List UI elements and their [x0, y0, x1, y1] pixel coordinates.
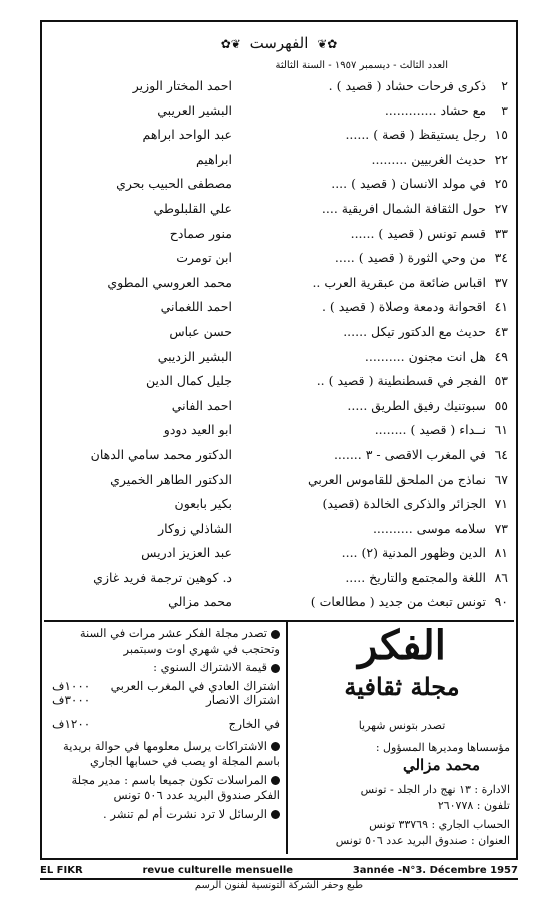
bullet-icon — [271, 664, 280, 673]
toc-title — [40, 34, 518, 52]
toc-author: د. كوهين ترجمة فريد غازي — [93, 569, 232, 585]
toc-entry-title — [233, 250, 508, 265]
toc-entry — [52, 570, 508, 595]
toc-page-number: ٤٣ — [494, 323, 508, 339]
toc-title-text: حديث الغربيين ......... — [371, 151, 487, 167]
toc-title-text: سبوتنيك رفيق الطريق ..... — [347, 397, 487, 413]
phone: تلفون : ٢٦٠٧٧٨ — [437, 798, 510, 812]
toc-entry-title — [233, 176, 508, 191]
toc-entry-title — [233, 226, 508, 241]
toc-page-number: ٥٥ — [494, 397, 508, 413]
toc-entry — [52, 496, 508, 521]
toc-title-text: الدين وظهور المدنية (٢) .... — [341, 545, 487, 561]
toc-page-number: ٥٣ — [494, 373, 508, 389]
toc-page-number: ٢٥ — [494, 176, 508, 192]
toc-page-number: ٣٣ — [494, 225, 508, 241]
toc-title-text: في مولد الانسان ( قصيد ) .... — [331, 176, 487, 192]
toc-entry-title — [233, 127, 508, 142]
magazine-subtitle: مجلة ثقافية — [344, 672, 460, 701]
toc-entry-title — [233, 398, 508, 413]
toc-author: جليل كمال الدين — [146, 373, 232, 389]
toc-entry-title — [233, 447, 508, 462]
toc-page-number: ٤٩ — [494, 348, 508, 364]
toc-title-text: هل انت مجنون .......... — [364, 348, 487, 364]
toc-author: احمد المختار الوزير — [132, 78, 232, 93]
toc-entry-title — [233, 496, 508, 511]
letters-note: الرسائل لا ترد نشرت أم لم تنشر . — [52, 807, 280, 823]
toc-title-text: الفهرست — [249, 34, 309, 52]
toc-page-number: ٦٤ — [494, 446, 508, 462]
toc-title-text: حول الثقافة الشمال افريقية .... — [321, 200, 487, 216]
bullet-icon — [271, 630, 280, 639]
toc-entry-title — [233, 103, 508, 118]
price-row: اشتراك الانصار ٣٠٠٠ف — [52, 692, 280, 707]
column-divider — [286, 620, 288, 854]
footer-bar — [40, 862, 518, 880]
toc-author: ابراهيم — [195, 151, 232, 167]
correspondence-note: المراسلات تكون جميعا باسم : مدير مجلة الفكر صندوق البريد عدد ٥٠٦ تونس — [71, 772, 280, 803]
toc-page-number: ٨١ — [494, 545, 508, 561]
toc-entry-title — [233, 78, 508, 93]
toc-title-text: مع حشاد ............. — [384, 102, 487, 118]
toc-author: عبد الواحد ابراهم — [142, 127, 232, 143]
toc-title-text: من وحي الثورة ( قصيد ) ..... — [334, 250, 487, 266]
toc-entry-title — [233, 201, 508, 216]
bullet-icon — [271, 742, 280, 751]
toc-author: محمد العروسي المطوي — [107, 274, 232, 290]
toc-author: الشاذلي زوكار — [158, 520, 232, 536]
toc-entry — [52, 324, 508, 349]
toc-author: بكير بابعون — [174, 496, 232, 512]
toc-entry — [52, 398, 508, 423]
price-heading: قيمة الاشتراك السنوي : — [52, 660, 280, 676]
toc-entry-title — [233, 373, 508, 388]
toc-entry-title — [233, 570, 508, 585]
toc-author: البشير الزديبي — [157, 348, 232, 364]
magazine-logo: الفكر — [358, 622, 446, 669]
magazine-page — [40, 20, 518, 890]
toc-entry-title — [233, 349, 508, 364]
toc-page-number: ٢ — [501, 78, 508, 93]
toc-entry — [52, 176, 508, 201]
toc-author: احمد اللغماني — [160, 299, 232, 315]
toc-author: ابن تومرت — [176, 250, 232, 266]
toc-title-text: الجزائر والذكرى الخالدة (قصيد) — [322, 496, 487, 512]
publication-frequency: تصدر بتونس شهريا — [358, 719, 446, 732]
toc-entry — [52, 127, 508, 152]
toc-entry — [52, 422, 508, 447]
toc-entry — [52, 226, 508, 251]
publication-schedule: تصدر مجلة الفكر عشر مرات في السنة وتحتجب في شهري اوت وسبتمبر — [79, 626, 280, 656]
toc-entry — [52, 275, 508, 300]
toc-entry — [52, 299, 508, 324]
toc-title-text: في المغرب الاقصى - ٣ ....... — [333, 446, 487, 462]
bullet-icon — [271, 776, 280, 785]
account: الحساب الجاري : ٣٣٧٦٩ تونس — [369, 818, 510, 832]
toc-title-text: قسم تونس ( قصيد ) ...... — [350, 225, 487, 241]
address: الادارة : ١٣ نهج دار الجلد - تونس — [360, 783, 510, 797]
toc-author: مصطفى الحبيب بحري — [116, 176, 232, 192]
toc-entry-title — [233, 472, 508, 487]
toc-title-text: تونس تبعث من جديد ( مطالعات ) — [310, 594, 487, 610]
toc-author: حسن عباس — [169, 323, 232, 339]
subscription-info — [52, 626, 280, 825]
po-box: العنوان : صندوق البريد عدد ٥٠٦ تونس — [335, 833, 510, 847]
toc-entry — [52, 545, 508, 570]
toc-title-text: حديث مع الدكتور تيكل ...... — [343, 323, 487, 339]
toc-entry-title — [233, 299, 508, 314]
toc-page-number: ٢٧ — [494, 200, 508, 216]
toc-entry — [52, 152, 508, 177]
toc-author: الدكتور محمد سامي الدهان — [90, 446, 232, 462]
printer-credit: طبع وحفر الشركة التونسية لفنون الرسم — [194, 880, 364, 891]
toc-page-number: ٤١ — [494, 299, 508, 315]
toc-author: علي القلبلوطي — [153, 200, 232, 216]
footer-title: EL FIKR — [40, 864, 83, 876]
toc-title-text: الفجر في قسطنطينة ( قصيد ) .. — [316, 373, 487, 389]
ornament-icon: ❦✿ — [220, 37, 241, 51]
price-row: في الخارج ١٢٠٠ف — [52, 716, 280, 731]
toc-entry — [52, 472, 508, 497]
table-of-contents — [52, 78, 508, 619]
toc-author: عبد العزيز ادريس — [141, 545, 232, 561]
toc-entry-title — [233, 521, 508, 536]
toc-entry — [52, 78, 508, 103]
toc-author: منور صمادح — [169, 225, 232, 241]
toc-title-text: نــداء ( قصيد ) ........ — [374, 422, 487, 438]
toc-entry-title — [233, 152, 508, 167]
toc-page-number: ٦٧ — [494, 471, 508, 487]
toc-author: ابو العيد دودو — [163, 422, 232, 438]
toc-entry — [52, 373, 508, 398]
toc-entry-title — [233, 422, 508, 437]
toc-page-number: ٢٢ — [494, 151, 508, 167]
toc-title-text: اللغة والمجتمع والتاريخ ..... — [345, 569, 487, 585]
founder-name: محمد مزالي — [402, 756, 480, 775]
toc-page-number: ٣٤ — [494, 250, 508, 266]
footer-issue: 3année -N°3. Décembre 1957 — [352, 864, 518, 876]
toc-entry-title — [233, 545, 508, 560]
toc-page-number: ٣ — [501, 102, 508, 118]
toc-entry-title — [233, 324, 508, 339]
toc-entry — [52, 201, 508, 226]
toc-page-number: ٩٠ — [494, 594, 508, 610]
payment-note: الاشتراكات يرسل معلومها في حوالة بريدية باسم المجلة او يصب في حسابها الجاري — [63, 738, 280, 769]
toc-page-number: ٦١ — [494, 422, 508, 438]
bullet-icon — [271, 810, 280, 819]
toc-entry-title — [233, 275, 508, 290]
toc-title-text: اقباس ضائعة من عبقرية العرب .. — [312, 274, 487, 290]
toc-page-number: ٧٣ — [494, 520, 508, 536]
toc-title-text: اقحوانة ودمعة وصلاة ( قصيد ) . — [321, 299, 487, 315]
toc-title-text: سلامه موسى .......... — [372, 520, 487, 536]
toc-title-text: رجل يستيقظ ( قصة ) ...... — [345, 127, 487, 143]
toc-author: احمد الفاني — [171, 397, 232, 413]
toc-entry — [52, 103, 508, 128]
toc-author: البشير العريبي — [157, 102, 232, 118]
toc-entry — [52, 447, 508, 472]
ornament-icon: ✿❦ — [317, 37, 338, 51]
toc-page-number: ١٥ — [494, 127, 508, 143]
toc-entry — [52, 521, 508, 546]
price-row: اشتراك العادي في المغرب العربي ١٠٠٠ف — [52, 678, 280, 693]
toc-page-number: ٧١ — [494, 496, 508, 512]
toc-entry-title — [233, 594, 508, 609]
toc-title-text: نماذج من الملحق للقاموس العربي — [308, 471, 487, 487]
toc-page-number: ٨٦ — [494, 569, 508, 585]
toc-title-text: ذكرى فرحات حشاد ( قصيد ) . — [328, 78, 487, 93]
masthead — [294, 622, 510, 848]
toc-author: محمد مزالي — [168, 594, 232, 610]
founders-label: مؤسساها ومديرها المسؤول : — [375, 741, 510, 754]
toc-author: الدكتور الطاهر الخميري — [110, 471, 232, 487]
toc-page-number: ٣٧ — [494, 274, 508, 290]
toc-entry — [52, 250, 508, 275]
toc-entry — [52, 594, 508, 619]
issue-line: العدد الثالث - ديسمبر ١٩٥٧ - السنة الثالثة — [275, 60, 448, 71]
footer-description: revue culturelle mensuelle — [142, 864, 294, 876]
toc-entry — [52, 349, 508, 374]
